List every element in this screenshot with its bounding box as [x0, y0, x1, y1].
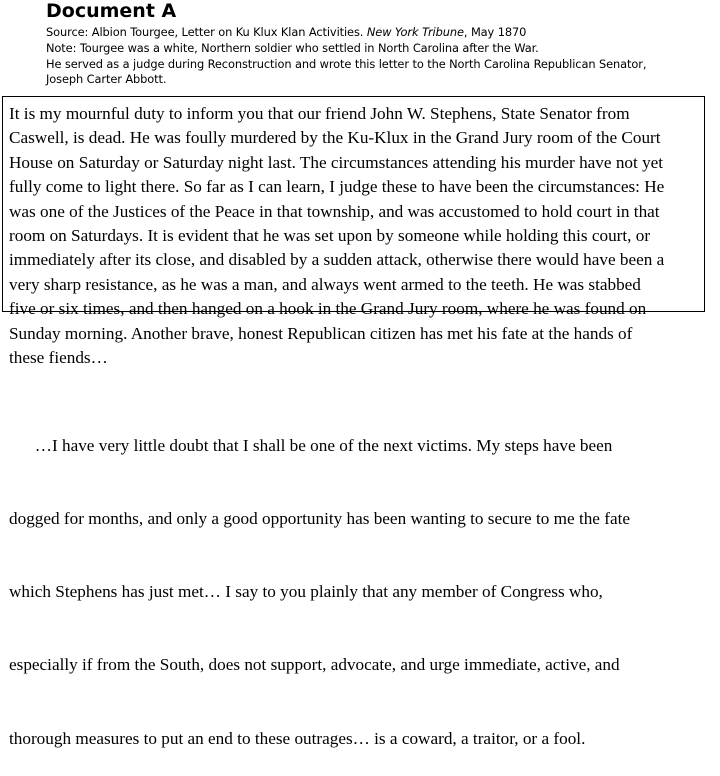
source-note — [46, 25, 706, 88]
note-line: He served as a judge during Reconstruction and wrote this letter to the North Carolina Republican Senator, — [46, 56, 647, 71]
source-date: , May 1870 — [463, 25, 527, 39]
paragraph-line: especially if from the South, does not support, advocate, and urge immediate, active, and — [9, 655, 620, 675]
paragraph-line: was one of the Justices of the Peace in that township, and was accustomed to hold court in that — [9, 201, 660, 221]
publication-name: New York Tribune — [366, 25, 464, 39]
paragraph-line: very sharp resistance, as he was a man, and always went armed to the teeth. He was stabbed — [9, 274, 641, 294]
paragraph-line: …I have very little doubt that I shall be one of the next victims. My steps have been — [9, 435, 613, 455]
paragraph-line: fully come to light there. So far as I can learn, I judge these to have been the circumstances: He — [9, 177, 665, 197]
paragraph-line: It is my mournful duty to inform you that our friend John W. Stephens, State Senator from — [9, 104, 630, 123]
document-title: Document A — [46, 0, 177, 22]
note-line: Note: Tourgee was a white, Northern soldier who settled in North Carolina after the War. — [46, 40, 539, 55]
paragraph-line: Caswell, is dead. He was foully murdered by the Ku-Klux in the Grand Jury room of the Court — [9, 128, 661, 148]
letter-paragraph-1 — [9, 102, 709, 370]
paragraph-line: these fiends… — [9, 348, 108, 368]
note-line: Joseph Carter Abbott. — [46, 72, 167, 87]
paragraph-line: room on Saturdays. It is evident that he was set upon by someone while holding this court, or — [9, 226, 651, 246]
paragraph-line: which Stephens has just met… I say to you plainly that any member of Congress who, — [9, 582, 603, 602]
paragraph-line: five or six times, and then hanged on a hook in the Grand Jury room, where he was found on — [9, 299, 647, 319]
paragraph-line: immediately after its close, and disabled by a sudden attack, otherwise there would have been a — [9, 250, 665, 270]
source-citation — [46, 25, 706, 41]
paragraph-line: House on Saturday or Saturday night last. The circumstances attending his murder have not yet — [9, 152, 664, 172]
paragraph-line: thorough measures to put an end to these outrages… is a coward, a traitor, or a fool. — [9, 728, 586, 748]
source-prefix: Source: Albion Tourgee, Letter on Ku Klux Klan Activities. — [46, 25, 367, 39]
letter-paragraph-2 — [9, 385, 709, 776]
paragraph-line: Sunday morning. Another brave, honest Republican citizen has met his fate at the hands of — [9, 323, 633, 343]
paragraph-line: dogged for months, and only a good opportunity has been wanting to secure to me the fate — [9, 509, 630, 529]
